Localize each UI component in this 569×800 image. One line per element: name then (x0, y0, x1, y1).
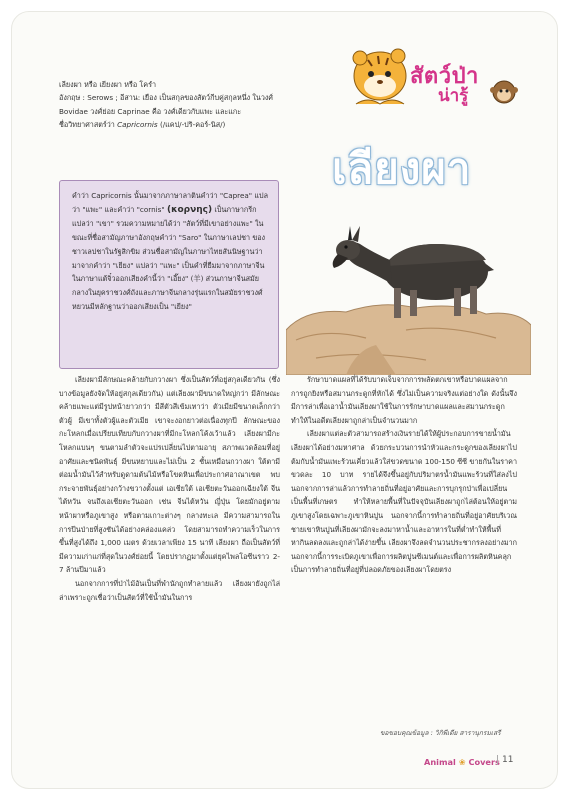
source-credit: ขอขอบคุณข้อมูล : วิกิพีเดีย สารานุกรมเสรี (380, 729, 501, 737)
serow-illustration (286, 200, 531, 375)
intro-line-names: เลียงผา หรือ เยียงผา หรือ โครำ (59, 80, 156, 89)
etymology-text-1: คำว่า Capricornis นั้นมาจากภาษาลาตินคำว่า "Caprea" แปลว่า "แพะ" และคำว่า "cornis" (72, 191, 268, 214)
magazine-brand (424, 757, 500, 767)
etymology-box (59, 180, 279, 369)
intro-line-scientific (59, 118, 289, 131)
tiger-mascot-icon (353, 49, 406, 104)
sci-name: Capricornis (117, 119, 158, 129)
page-number: 11 (497, 755, 513, 765)
logo-title-line2: น่ารู้ (438, 86, 469, 106)
body-column-right (291, 373, 517, 577)
body-paragraph: นอกจากการที่ป่าไม้อันเป็นที่พำนักถูกทำลายแล้ว เลียงผายังถูกไล่ล่าเพราะถูกเชื่อว่าเป็นสัตว์ที่ใช้น้ำมันในการ (59, 578, 280, 602)
sci-prefix: ชื่อวิทยาศาสตร์ว่า (59, 119, 115, 129)
body-paragraph: เลียงผามีลักษณะคล้ายกับกวางผา ซึ่งเป็นสัตว์ที่อยู่สกุลเดียวกัน (ซึ่งบางข้อมูลยังจัดให้อยู่สกุลเดียวกัน) แต่เลียงผามีขนาดใหญ่กว่า มีลักษณะคล้ายแพะแต่มีรูปหน้ายาวกว่า มีสีตัวสีเข้มเทาว่า ตัวเมียมีขนาดเล็กกว่าตัวผู้ มีเขาทั้งตัวผู้และตัวเมีย เขาจะงอกยาวต่อเนื่องทุกปี ลักษณะของกะโหลกเมื่อเปรียบเทียบกับกวางผาที่มีกะโหลกโค้งเว้าแล้ว เลียงผามีกะโหลกแบนๆ ขนตามลำตัวจะแปรเปลี่ยนไปตามอายุ สภาพแวดล้อมที่อยู่อาศัยและชนิดพันธุ์ มีขนหยาบและไม่เป็น 2 ชั้นเหมือนกวางผา ใต้ตามีต่อมน้ำมันไว้สำหรับดูดามต้นไม้หรือโขดหินเพื่อประกาศอาณาเขต พบกระจายพันธุ์อย่างกว้างขวางตั้งแต่ เอเชียใต้ เอเชียตะวันออกเฉียงใต้ จีนไต้หวัน จนถึงเอเชียตะวันออก เช่น จีนไต้หวัน ญี่ปุ่น โดยมักอยู่ตามหน้าผาหรือภูเขาสูง หรือตามเกาะต่างๆ กลางทะเล มีความสามารถในการปีนป่ายที่สูงชันได้อย่างคล่องแคล่ว โดยสามารถทำความเร็วในการขึ้นที่สูงได้ถึง 1,000 เมตร ด้วยเวลาเพียง 15 นาที เลียงผา ถือเป็นสัตว์ที่มีความเก่าแก่ที่สุดในวงศ์ย่อยนี้ โดยปรากฏมาตั้งแต่ยุคไพลโอซีนราว 2-7 ล้านปีมาแล้ว (59, 375, 280, 575)
body-column-left (59, 373, 280, 604)
page-title: เลียงผา (332, 144, 472, 193)
body-paragraph: เลียงผาแต่ละตัวสามารถสร้างเงินรายได้ให้ผู้ประกอบการขายน้ำมันเลียงผาได้อย่างมหาศาล ด้วยกระบวนการนำหัวและกระดูกของเลียงผาไปต้มกับน้ำมันแพะร้วนเคี่ยวแล้วใส่ขวดขนาด 100-150 ซีซี ขายกันในราคาขวดละ 10 บาท รายได้จึงขึ้นอยู่กับปริมาตรน้ำมันแพะร้วนที่ใส่ลงไป นอกจากการล่าแล้วการทำลายถิ่นที่อยู่อาศัยและการบุกรุกป่าเพื่อเปลี่ยนเป็นพื้นที่เกษตร ทำให้หลายพื้นที่ในปัจจุบันเลียงผาถูกไล่ต้อนให้อยู่ตามภูเขาสูงโดยเฉพาะภูเขาหินปูน นอกจากนี้การทำลายถิ่นที่อยู่อาศัยบริเวณชายเขาหินปูนที่เลียงผามักจะลงมาหาน้ำและอาหารในที่ต่ำทำให้พื้นที่หากินลดลงและถูกล่าได้ง่ายขึ้น เลียงผาจึงลดจำนวนประชากรลงอย่างมากนอกจากนี้การระเบิดภูเขาเพื่อการผลิตปูนซีเมนต์และเพื่อการผลิตหินคลุก เป็นการทำลายถิ่นที่อยู่ที่ปลอดภัยของเลียงผาโดยตรง (291, 429, 517, 575)
brand-left: Animal (424, 757, 456, 767)
paw-icon: ❀ (458, 757, 466, 767)
etymology-text-2: เป็นภาษากรีก แปลว่า "เขา" รวมความหมายได้ว่า "สัตว์ที่มีเขาอย่างแพะ" ในขณะที่ชื่อสามัญภาษาอังกฤษคำว่า "Saro" ในภาษาเลปชา ของชาวเลปชาในรัฐสิกขิม ส่วนชื่อสามัญในภาษาไทยสันนิษฐานว่ามาจากคำว่า "เยียง" แปลว่า "แพะ" เป็นคำที่ยืมมาจากภาษาจีน ในภาษาแต้จิ๋วออกเสียงคำนี้ว่า "เอี๊ยง" (羊) ส่วนภาษาจีนสมัยกลางในยุคราชวงศ์ถังและภาษาจีนกลางรุ่นแรกในสมัยราชวงศ์หยวนมีหลักฐานว่าออกเสียงเป็น "เยียง" (72, 204, 266, 311)
intro-line-classification: อังกฤษ : Serows ; อีสาน: เยือง เป็นสกุลของสัตว์กีบคู่สกุลหนึ่ง ในวงศ์ Bovidae วงศ์ย่อย Caprinae คือ วงศ์เดียวกับแพะ และแกะ (59, 93, 273, 116)
greek-word: (κορνης) (166, 204, 213, 215)
sci-suffix: (/แคป/-ปริ-คอร์-นิส/) (157, 119, 226, 129)
body-paragraph: รักษาบาดแผลที่ได้รับบาดเจ็บจากการพลัดตกเขาหรือบาดแผลจากการถูกยิงหรือสมานกระดูกที่หักได้ ซึ่งไม่เป็นความจริงแต่อย่างใด ดังนั้นจึงมีการล่าเพื่อเอาน้ำมันเลียงผาใช้ในการรักษาบาดแผลและสมานกระดูก ทำให้ในอดีตเลียงผาถูกล่าเป็นจำนวนมาก (291, 375, 517, 425)
brand-right: Covers (468, 757, 500, 767)
logo-title-line1: สัตว์ป่า (410, 64, 479, 89)
monkey-mascot-icon (490, 81, 518, 103)
intro-block (59, 78, 289, 131)
